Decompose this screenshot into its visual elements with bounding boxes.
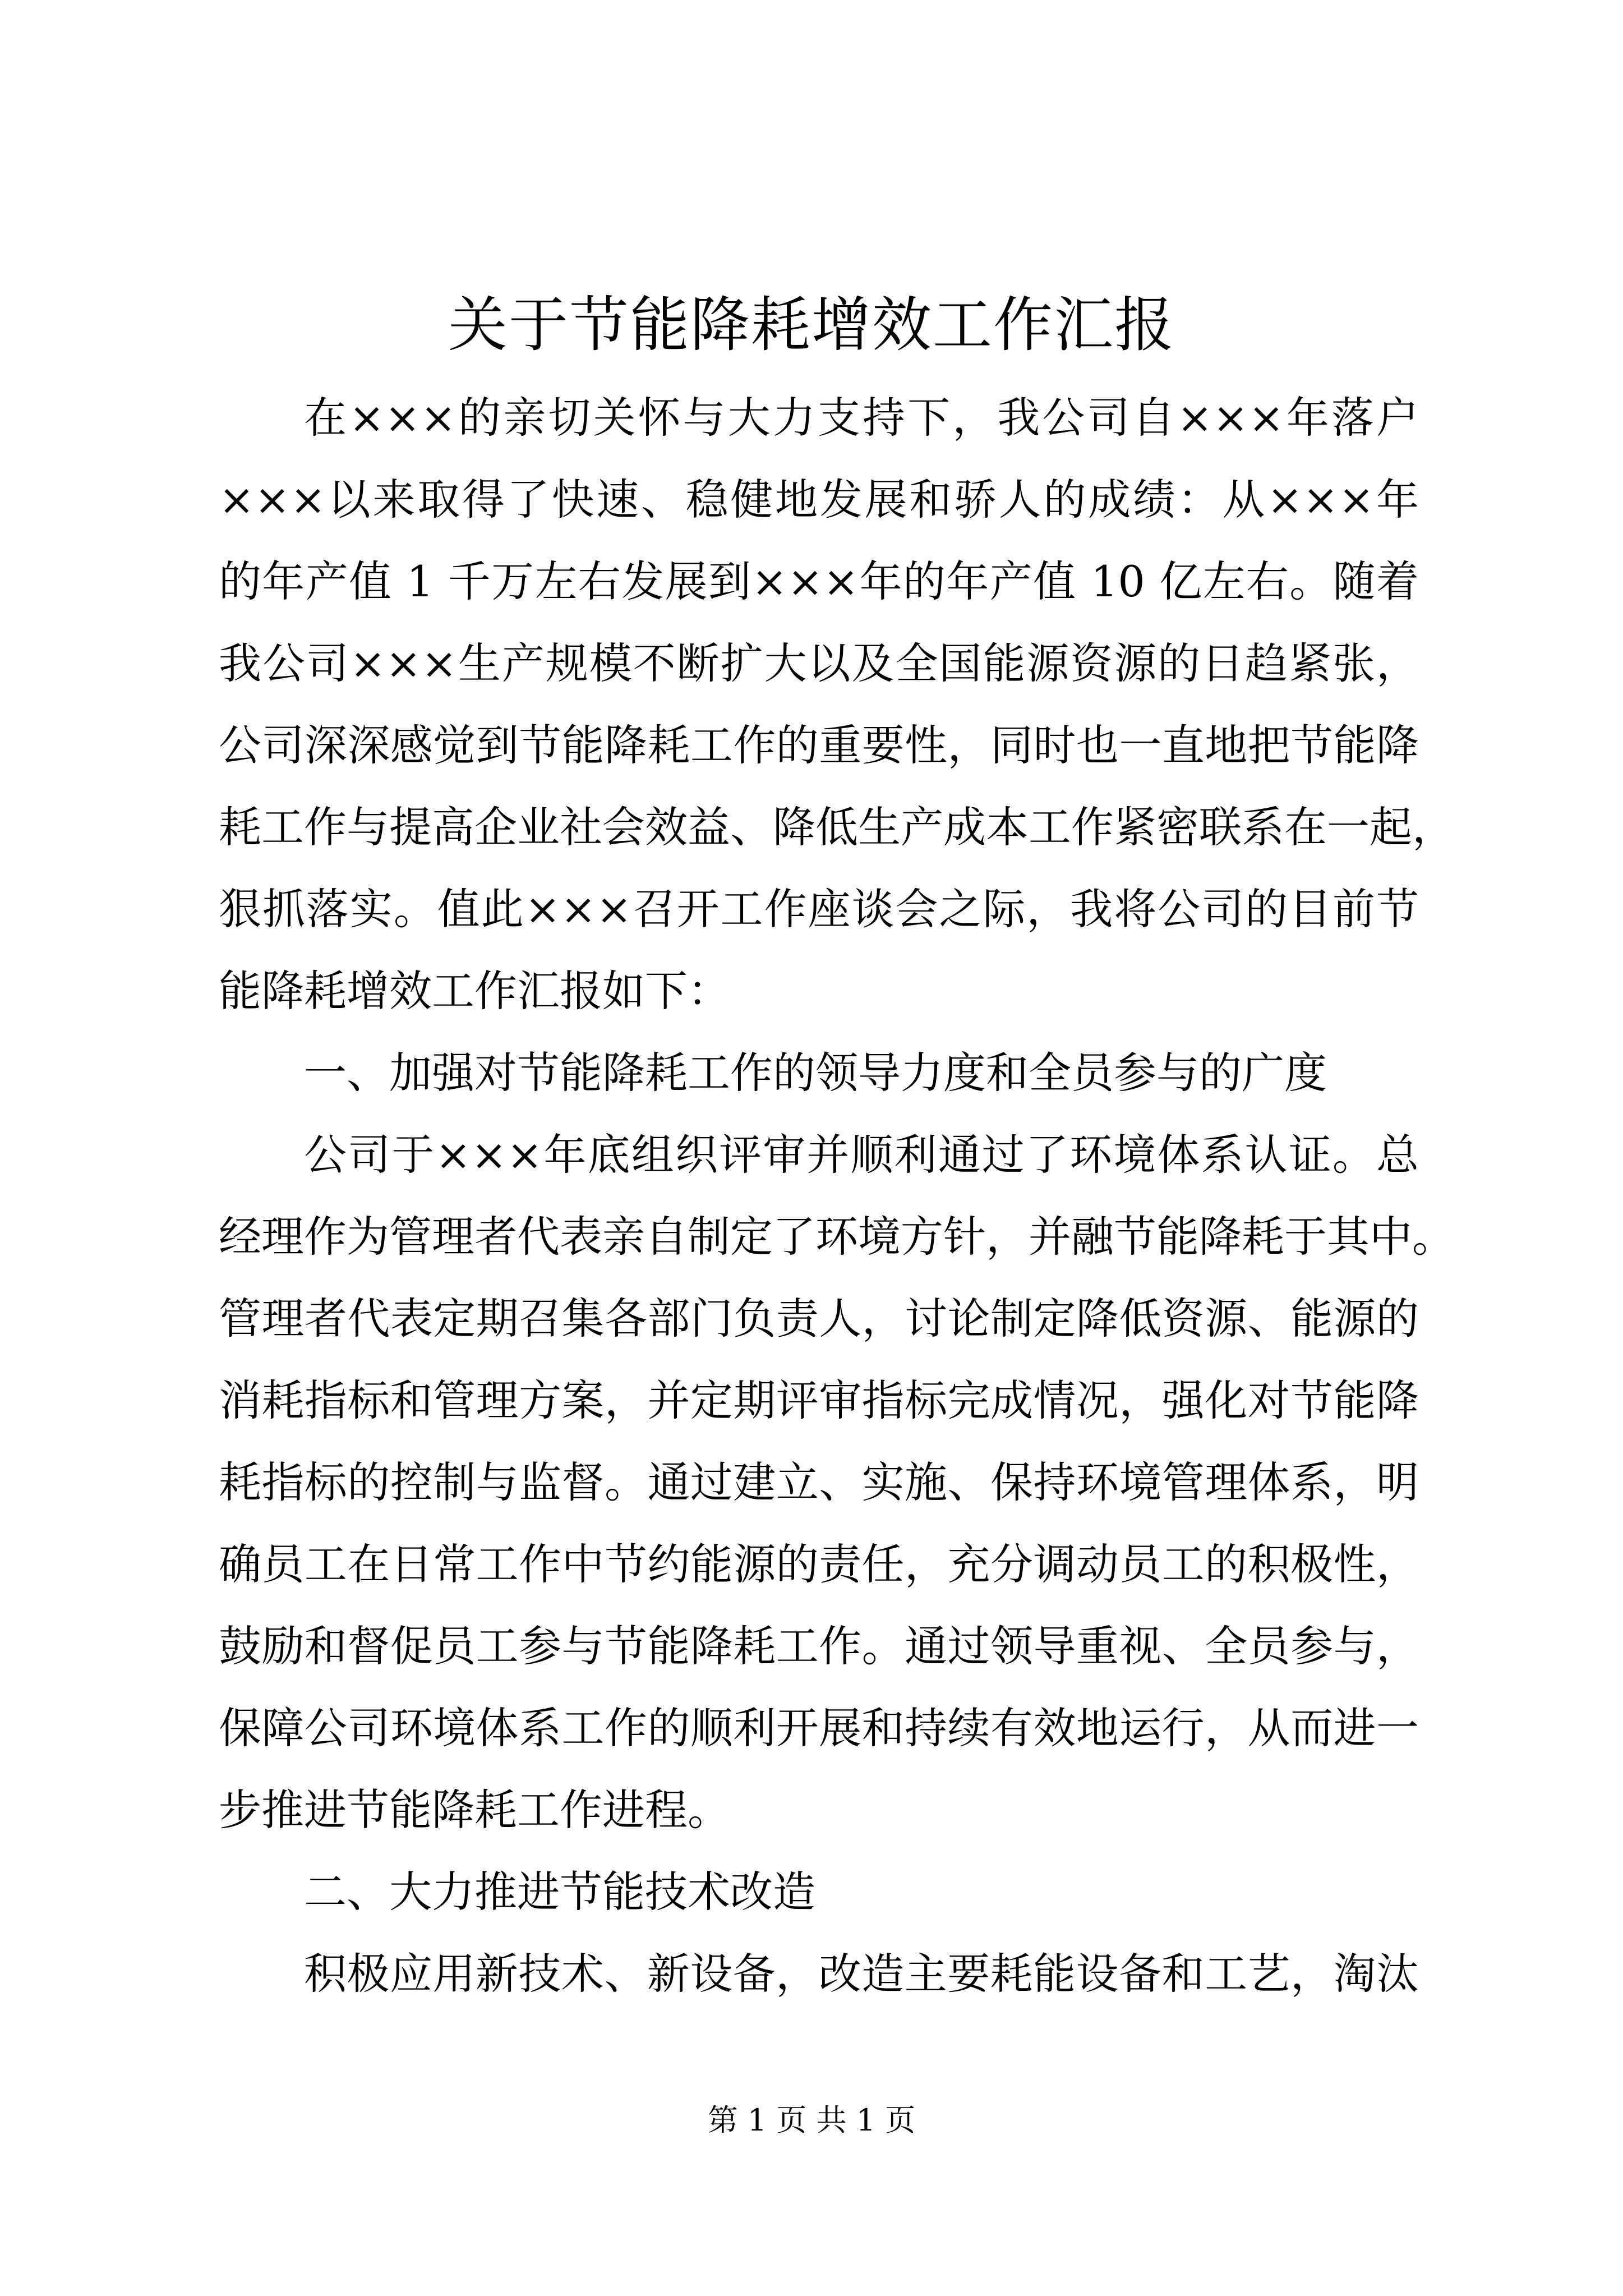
document-body [219,377,1455,2015]
body-line: 保障公司环境体系工作的顺利开展和持续有效地运行，从而进一 [219,1703,1419,1753]
body-line: 消耗指标和管理方案，并定期评审指标完成情况，强化对节能降 [219,1375,1419,1425]
body-line: 能降耗增效工作汇报如下： [219,966,730,1016]
body-line: 狠抓落实。值此×××召开工作座谈会之际，我将公司的目前节 [219,884,1419,934]
document-title: 关于节能降耗增效工作汇报 [448,291,1175,360]
section-heading: 二、大力推进节能技术改造 [304,1867,815,1917]
body-line: ×××以来取得了快速、稳健地发展和骄人的成绩：从×××年 [219,475,1419,524]
body-line: 耗指标的控制与监督。通过建立、实施、保持环境管理体系，明 [219,1457,1419,1507]
body-line: 经理作为管理者代表亲自制定了环境方针，并融节能降耗于其中。 [219,1212,1455,1262]
body-line: 确员工在日常工作中节约能源的责任，充分调动员工的积极性， [219,1539,1419,1589]
body-line: 管理者代表定期召集各部门负责人，讨论制定降低资源、能源的 [219,1294,1419,1343]
body-line: 公司于×××年底组织评审并顺利通过了环境体系认证。总 [304,1130,1419,1180]
body-line: 耗工作与提高企业社会效益、降低生产成本工作紧密联系在一起， [219,802,1455,852]
body-line: 步推进节能降耗工作进程。 [219,1785,730,1835]
body-line: 在×××的亲切关怀与大力支持下，我公司自×××年落户 [304,393,1419,443]
page-footer: 第 1 页 共 1 页 [707,2102,916,2138]
body-line: 鼓励和督促员工参与节能降耗工作。通过领导重视、全员参与， [219,1621,1419,1671]
section-heading: 一、加强对节能降耗工作的领导力度和全员参与的广度 [304,1048,1327,1098]
body-line: 公司深深感觉到节能降耗工作的重要性，同时也一直地把节能降 [219,720,1419,770]
body-line: 我公司×××生产规模不断扩大以及全国能源资源的日趋紧张， [219,638,1419,688]
body-line: 积极应用新技术、新设备，改造主要耗能设备和工艺，淘汰 [304,1949,1419,1999]
body-line: 的年产值 1 千万左右发展到×××年的年产值 10 亿左右。随着 [219,556,1419,606]
